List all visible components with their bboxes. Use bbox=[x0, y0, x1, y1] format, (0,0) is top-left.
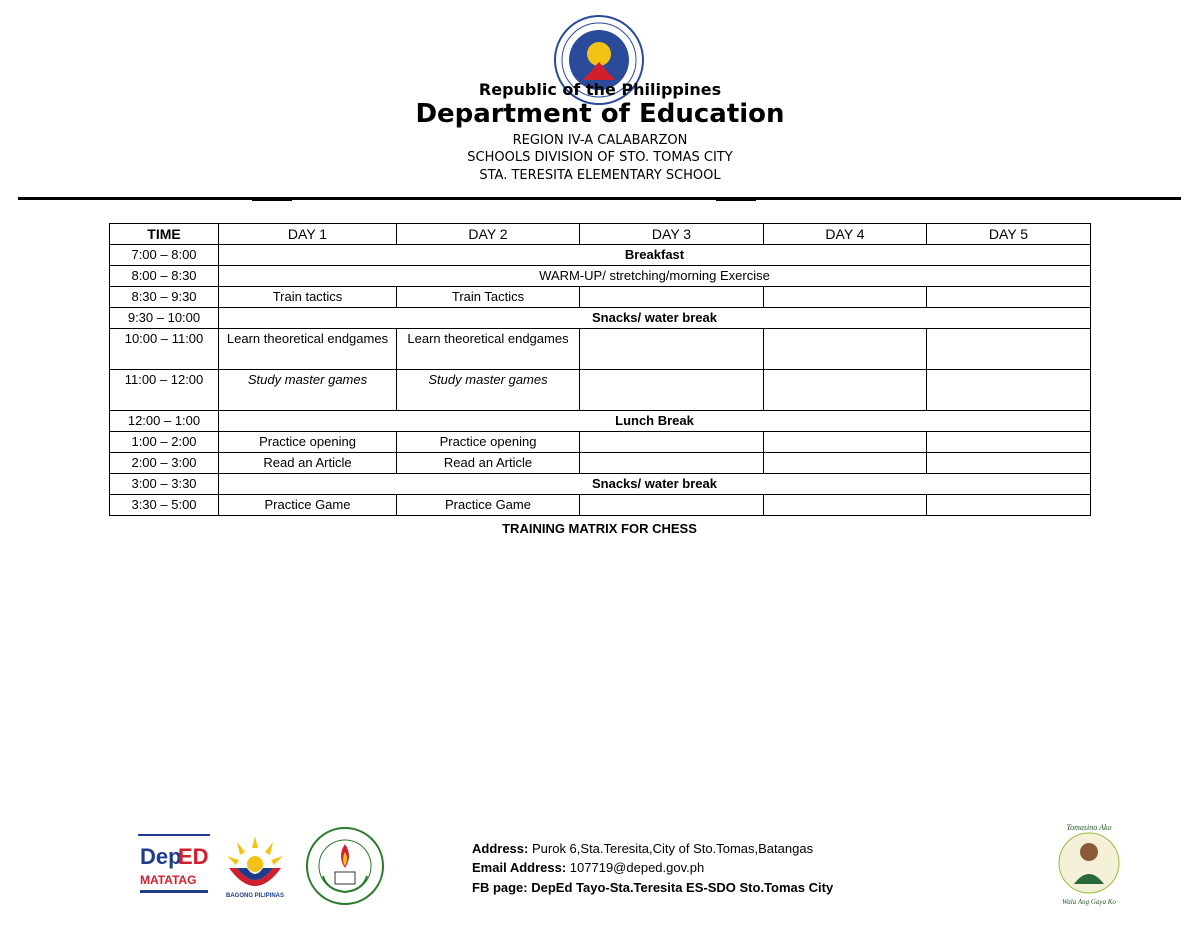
empty-cell bbox=[764, 432, 927, 453]
address-value: Purok 6,Sta.Teresita,City of Sto.Tomas,Batangas bbox=[531, 841, 814, 856]
empty-cell bbox=[764, 495, 927, 516]
header-divider-tick bbox=[716, 200, 756, 201]
time-cell: 11:00 – 12:00 bbox=[110, 370, 219, 411]
table-row bbox=[110, 308, 1091, 329]
empty-cell bbox=[580, 370, 764, 411]
column-header: DAY 4 bbox=[764, 224, 927, 245]
column-header: DAY 3 bbox=[580, 224, 764, 245]
region-line: REGION IV-A CALABARZON bbox=[512, 133, 688, 148]
merged-activity-cell: Lunch Break bbox=[219, 411, 1091, 432]
svg-text:ED: ED bbox=[178, 844, 209, 869]
activity-cell: Learn theoretical endgames bbox=[397, 329, 580, 370]
svg-text:MATATAG: MATATAG bbox=[140, 873, 197, 887]
time-cell: 1:00 – 2:00 bbox=[110, 432, 219, 453]
table-row bbox=[110, 411, 1091, 432]
column-header: DAY 2 bbox=[397, 224, 580, 245]
empty-cell bbox=[764, 287, 927, 308]
merged-activity-cell: Snacks/ water break bbox=[219, 308, 1091, 329]
address-label: Address: bbox=[472, 841, 529, 856]
empty-cell bbox=[927, 370, 1091, 411]
division-line: SCHOOLS DIVISION OF STO. TOMAS CITY bbox=[467, 150, 733, 165]
email-value: 107719@deped.gov.ph bbox=[569, 860, 705, 875]
empty-cell bbox=[580, 432, 764, 453]
school-line: STA. TERESITA ELEMENTARY SCHOOL bbox=[479, 168, 721, 183]
activity-cell: Read an Article bbox=[397, 453, 580, 474]
table-header-row bbox=[110, 224, 1091, 245]
table-row bbox=[110, 432, 1091, 453]
empty-cell bbox=[764, 453, 927, 474]
table-row bbox=[110, 370, 1091, 411]
bagong-pilipinas-logo bbox=[223, 834, 287, 900]
table-row bbox=[110, 453, 1091, 474]
tomasino-ako-logo bbox=[1054, 818, 1124, 908]
school-seal-logo bbox=[305, 826, 385, 906]
fb-page-line: FB page: DepEd Tayo-Sta.Teresita ES-SDO Sto.Tomas City bbox=[472, 880, 834, 895]
table-row bbox=[110, 329, 1091, 370]
empty-cell bbox=[764, 329, 927, 370]
svg-text:BAGONG PILIPINAS: BAGONG PILIPINAS bbox=[225, 893, 285, 899]
table-caption: TRAINING MATRIX FOR CHESS bbox=[502, 521, 697, 536]
table-row bbox=[110, 287, 1091, 308]
table-row bbox=[110, 266, 1091, 287]
svg-text:Wala Ang Gaya Ko: Wala Ang Gaya Ko bbox=[1062, 898, 1116, 906]
address-line bbox=[472, 841, 813, 856]
time-cell: 3:30 – 5:00 bbox=[110, 495, 219, 516]
time-cell: 7:00 – 8:00 bbox=[110, 245, 219, 266]
merged-activity-cell: WARM-UP/ stretching/morning Exercise bbox=[219, 266, 1091, 287]
empty-cell bbox=[927, 495, 1091, 516]
column-header: DAY 1 bbox=[219, 224, 397, 245]
deped-matatag-logo bbox=[138, 832, 210, 902]
activity-cell: Practice Game bbox=[219, 495, 397, 516]
activity-cell: Train Tactics bbox=[397, 287, 580, 308]
empty-cell bbox=[580, 495, 764, 516]
empty-cell bbox=[927, 453, 1091, 474]
activity-cell: Study master games bbox=[219, 370, 397, 411]
empty-cell bbox=[927, 432, 1091, 453]
empty-cell bbox=[927, 329, 1091, 370]
time-cell: 12:00 – 1:00 bbox=[110, 411, 219, 432]
time-cell: 10:00 – 11:00 bbox=[110, 329, 219, 370]
republic-heading: Republic of the Philippines bbox=[478, 80, 722, 99]
activity-cell: Practice opening bbox=[219, 432, 397, 453]
activity-cell: Practice opening bbox=[397, 432, 580, 453]
training-matrix-table bbox=[109, 223, 1091, 516]
email-line bbox=[472, 860, 704, 875]
empty-cell bbox=[580, 453, 764, 474]
activity-cell: Read an Article bbox=[219, 453, 397, 474]
empty-cell bbox=[580, 287, 764, 308]
activity-cell: Practice Game bbox=[397, 495, 580, 516]
empty-cell bbox=[927, 287, 1091, 308]
empty-cell bbox=[580, 329, 764, 370]
time-cell: 8:30 – 9:30 bbox=[110, 287, 219, 308]
time-cell: 9:30 – 10:00 bbox=[110, 308, 219, 329]
activity-cell: Train tactics bbox=[219, 287, 397, 308]
table-row bbox=[110, 245, 1091, 266]
column-header: TIME bbox=[110, 224, 219, 245]
merged-activity-cell: Breakfast bbox=[219, 245, 1091, 266]
activity-cell: Learn theoretical endgames bbox=[219, 329, 397, 370]
time-cell: 2:00 – 3:00 bbox=[110, 453, 219, 474]
department-title: Department of Education bbox=[415, 99, 785, 129]
time-cell: 3:00 – 3:30 bbox=[110, 474, 219, 495]
time-cell: 8:00 – 8:30 bbox=[110, 266, 219, 287]
table-row bbox=[110, 474, 1091, 495]
column-header: DAY 5 bbox=[927, 224, 1091, 245]
table-row bbox=[110, 495, 1091, 516]
header-divider-tick bbox=[252, 200, 292, 201]
activity-cell: Study master games bbox=[397, 370, 580, 411]
svg-text:Tomasino Ako: Tomasino Ako bbox=[1066, 823, 1112, 832]
header-divider bbox=[18, 197, 1181, 200]
svg-text:Dep: Dep bbox=[140, 844, 182, 869]
email-label: Email Address: bbox=[472, 860, 567, 875]
merged-activity-cell: Snacks/ water break bbox=[219, 474, 1091, 495]
empty-cell bbox=[764, 370, 927, 411]
